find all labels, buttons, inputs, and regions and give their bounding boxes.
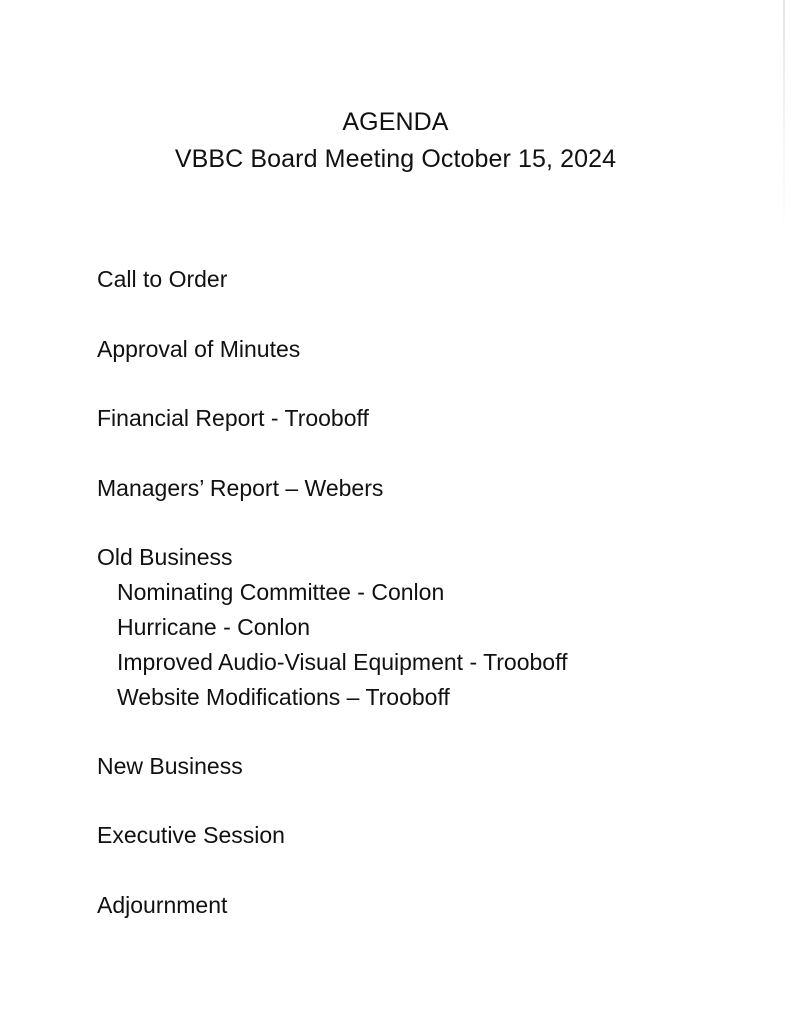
agenda-item-old-business: Old Business — [97, 544, 233, 570]
meeting-title: VBBC Board Meeting October 15, 2024 — [174, 145, 617, 173]
old-business-item-audio-visual: Improved Audio-Visual Equipment - Trooboff — [117, 649, 568, 675]
agenda-item-call-to-order: Call to Order — [97, 266, 228, 292]
old-business-item-nominating-committee: Nominating Committee - Conlon — [117, 579, 445, 605]
old-business-item-website: Website Modifications – Trooboff — [117, 684, 450, 710]
old-business-item-hurricane: Hurricane - Conlon — [117, 614, 311, 640]
agenda-item-executive-session: Executive Session — [97, 822, 285, 848]
agenda-item-new-business: New Business — [97, 753, 243, 779]
agenda-item-managers-report: Managers’ Report – Webers — [97, 475, 384, 501]
agenda-item-financial-report: Financial Report - Trooboff — [97, 405, 369, 431]
agenda-item-adjournment: Adjournment — [97, 892, 228, 918]
agenda-item-approval-of-minutes: Approval of Minutes — [97, 336, 301, 362]
agenda-heading: AGENDA — [342, 108, 449, 136]
